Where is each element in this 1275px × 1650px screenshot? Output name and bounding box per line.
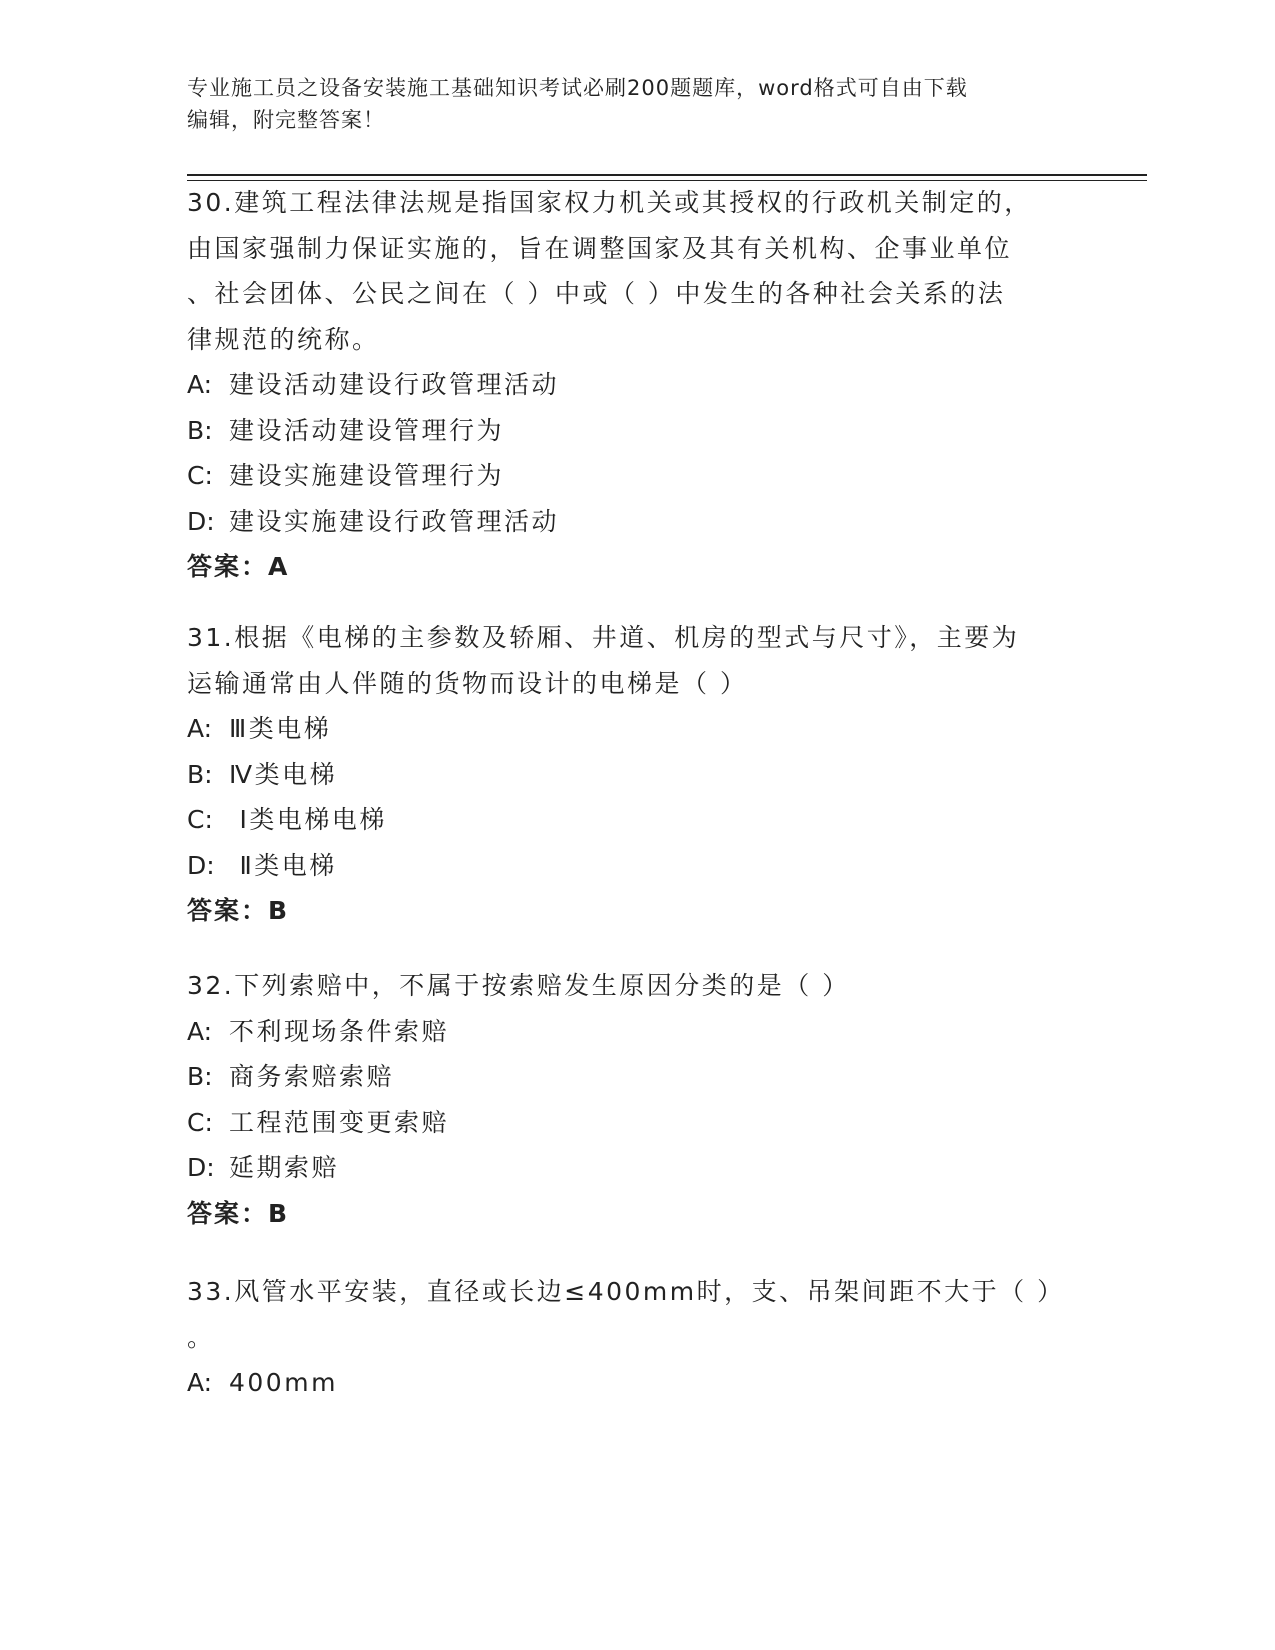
option-b — [187, 752, 1067, 798]
option-a — [187, 362, 1067, 408]
option-letter: D: — [187, 850, 215, 880]
option-text: 延期索赔 — [229, 1153, 340, 1182]
option-text: 400mm — [229, 1368, 338, 1397]
option-text: 建设实施建设管理行为 — [229, 461, 505, 490]
option-text: Ⅲ类电梯 — [229, 714, 332, 743]
option-d — [187, 499, 1067, 545]
option-a — [187, 1009, 1067, 1055]
option-text: 建设活动建设行政管理活动 — [229, 370, 560, 399]
option-letter: C: — [187, 805, 213, 834]
option-letter: A: — [187, 1368, 213, 1397]
stem-line: 31.根据《电梯的主参数及轿厢、井道、机房的型式与尺寸》，主要为 — [187, 623, 1020, 652]
answer-line — [187, 888, 1067, 934]
option-letter: A: — [187, 1016, 213, 1046]
stem-line: 律规范的统称。 — [187, 324, 380, 354]
stem-line: 运输通常由人伴随的货物而设计的电梯是（ ） — [187, 668, 748, 698]
question-33 — [187, 1269, 1067, 1406]
option-text: Ⅳ类电梯 — [229, 759, 338, 789]
option-text: 工程范围变更索赔 — [229, 1107, 450, 1137]
option-letter: D: — [187, 506, 215, 536]
option-text: Ⅰ类电梯电梯 — [229, 805, 387, 834]
stem-line: 、社会团体、公民之间在（ ）中或（ ）中发生的各种社会关系的法 — [187, 279, 1006, 308]
header-line-2: 编辑，附完整答案！ — [187, 108, 385, 132]
option-letter: B: — [187, 1062, 213, 1091]
option-letter: A: — [187, 714, 213, 743]
document-header — [187, 72, 1067, 136]
stem-line: 32.下列索赔中，不属于按索赔发生原因分类的是（ ） — [187, 971, 850, 1000]
answer-line — [187, 544, 1067, 590]
option-text: 建设实施建设行政管理活动 — [229, 506, 560, 536]
question-30 — [187, 180, 1067, 590]
option-c — [187, 1100, 1067, 1146]
option-text: 不利现场条件索赔 — [229, 1016, 450, 1046]
option-c — [187, 453, 1067, 499]
answer-value: A — [268, 552, 288, 581]
option-b — [187, 408, 1067, 454]
header-line-1: 专业施工员之设备安装施工基础知识考试必刷200题题库，word格式可自由下载 — [187, 76, 968, 100]
option-c — [187, 797, 1067, 843]
answer-label: 答案： — [187, 552, 269, 581]
option-letter: C: — [187, 1107, 213, 1137]
header-divider-thick — [187, 174, 1147, 176]
option-text: 商务索赔索赔 — [229, 1062, 395, 1091]
option-letter: B: — [187, 759, 213, 789]
question-stem — [187, 963, 1067, 1009]
option-letter: D: — [187, 1153, 215, 1182]
option-text: Ⅱ类电梯 — [229, 850, 337, 880]
option-letter: A: — [187, 370, 213, 399]
answer-value: B — [268, 896, 288, 925]
answer-label: 答案： — [187, 1198, 269, 1228]
stem-line: 30.建筑工程法律法规是指国家权力机关或其授权的行政机关制定的， — [187, 188, 1032, 217]
question-stem — [187, 615, 1067, 706]
question-stem — [187, 1269, 1067, 1360]
stem-line: 33.风管水平安装，直径或长边≤400mm时，支、吊架间距不大于（ ） — [187, 1277, 1065, 1306]
answer-line — [187, 1191, 1067, 1237]
stem-line: 由国家强制力保证实施的，旨在调整国家及其有关机构、企事业单位 — [187, 233, 1013, 263]
option-a — [187, 1360, 1067, 1406]
answer-label: 答案： — [187, 896, 269, 925]
option-b — [187, 1054, 1067, 1100]
option-d — [187, 843, 1067, 889]
question-31 — [187, 615, 1067, 934]
stem-line: 。 — [187, 1322, 215, 1352]
question-stem — [187, 180, 1067, 362]
answer-value: B — [268, 1198, 288, 1228]
question-32 — [187, 963, 1067, 1236]
option-letter: C: — [187, 461, 213, 490]
option-d — [187, 1145, 1067, 1191]
option-letter: B: — [187, 415, 213, 445]
option-text: 建设活动建设管理行为 — [229, 415, 505, 445]
option-a — [187, 706, 1067, 752]
